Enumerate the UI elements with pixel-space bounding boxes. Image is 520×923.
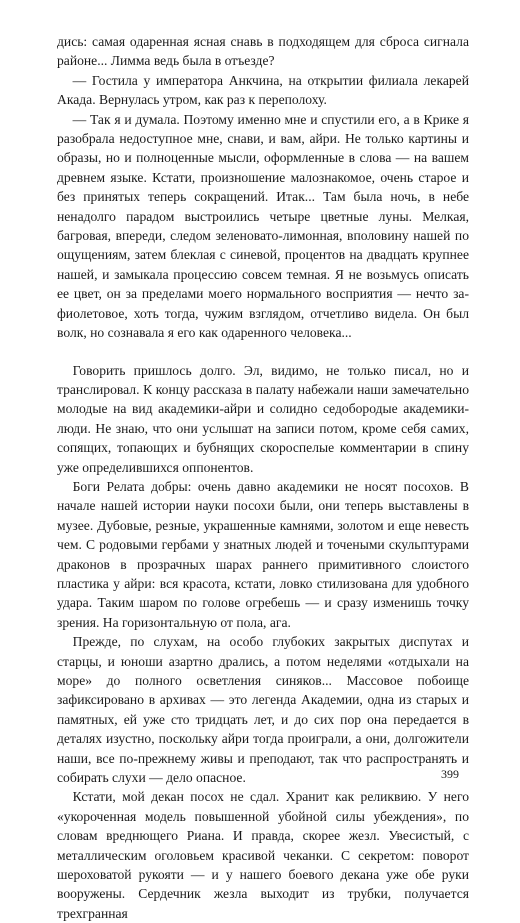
paragraph: дись: самая одаренная ясная снавь в подходящем для сброса сигнала районе... Лимма ведь была в отъезде? bbox=[57, 34, 469, 69]
page-body bbox=[57, 32, 469, 923]
paragraph: Боги Релата добры: очень давно академики не носят посохов. В начале нашей истории науки посохи были, они теперь выставлены в музее. Дубовые, резные, украшенные камнями, золотом и еще невесть чем. С родовыми гербами у знатных людей и точеными скульптурами драконов в прозрачных шарах раннего примитивного слоистого пластика у айри: вся красота, кстати, ловко стилизована для удобного удара. Таким шаром по голове огребешь — и сразу изменишь точку зрения. На горизонтальную от пола, ага. bbox=[57, 478, 469, 630]
paragraph: — Так я и думала. Поэтому именно мне и спустили его, а в Крике я разобрала недоступное мне, снави, и вам, айри. Не только картины и образы, но и полноценные мысли, оформленные в слова — на вашем древнем языке. Кстати, произношение малознакомое, очень старое и без принятых теперь сокращений. Итак... Там была ночь, в небе ненадолго парадом выстроились четыре цветные луны. Мелкая, багровая, впереди, следом зеленовато-лимонная, вполовину нашей по ощущениям, затем блеклая с синевой, процентов на двадцать крупнее нашей, и замыкала процессию совсем темная. Я не возьмусь описать ее цвет, он за пределами моего нормального восприятия — нечто за-фиолетовое, хоть тогда, чужим взглядом, отчетливо видела. Он был волк, но сознавала я его как одаренного человека... bbox=[57, 111, 469, 341]
paragraph: Кстати, мой декан посох не сдал. Хранит как реликвию. У него «укороченная модель повышенной убойной силы убеждения», по словам вреднющего Риана. И правда, скорее жезл. Увесистый, с металлическим оголовьем красивой чеканки. С секретом: поворот шероховатой рукояти — и у нашего боевого декана уже обе руки вооружены. Сердечник жезла выходит из трубки, получается трехгранная bbox=[57, 789, 469, 921]
section-break bbox=[57, 343, 469, 361]
paragraph: Говорить пришлось долго. Эл, видимо, не только писал, но и транслировал. К концу рассказа в палату набежали наши замечательно молодые на вид академики-айри и солидно седобородые академики-люди. Не знаю, что они услышат на записи потом, кроме себя самих, сопящих, топающих и бубнящих скороспелые комментарии в спину уже определившихся оппонентов. bbox=[57, 362, 469, 475]
page-number: 399 bbox=[441, 767, 459, 781]
paragraph: — Гостила у императора Анкчина, на открытии филиала лекарей Акада. Вернулась утром, как раз к переполоху. bbox=[57, 72, 469, 108]
paragraph: Прежде, по слухам, на особо глубоких закрытых диспутах и старцы, и юноши азартно дрались, а потом неделями «отдыхали на море» до полного осветления синяков... Массовое побоище зафиксировано в архивах — это легенда Академии, одна из старых и памятных, ей уже сто тридцать лет, и до сих пор она передается в деталях изустно, поскольку айри тогда проиграли, а они, долгожители наши, все по-прежнему живы и преподают, так что распространять и собирать слухи — дело опасное. bbox=[57, 634, 469, 786]
